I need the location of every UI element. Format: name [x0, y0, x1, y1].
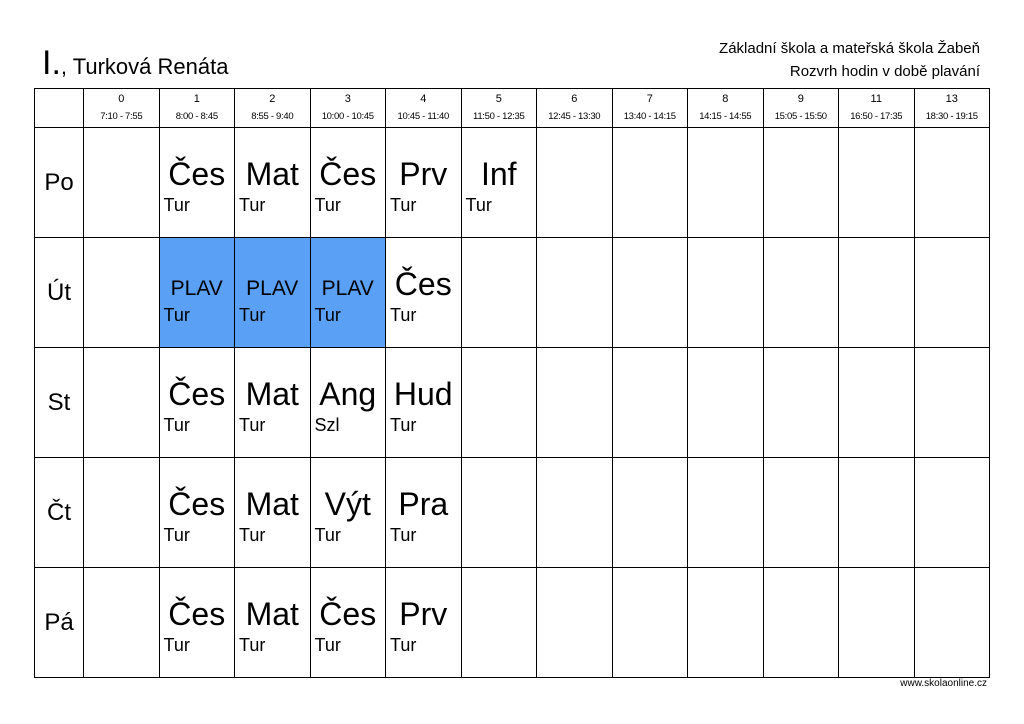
- empty-cell: [763, 568, 839, 678]
- class-name: I.: [42, 44, 61, 82]
- lesson-cell: [159, 348, 235, 458]
- lesson-subject: Hud: [393, 376, 453, 412]
- empty-cell: [461, 238, 537, 348]
- period-header-row: [35, 89, 990, 128]
- period-header: [461, 89, 537, 128]
- period-time: 12:45 - 13:30: [548, 111, 601, 122]
- empty-cell: [537, 348, 613, 458]
- day-row: [35, 238, 990, 348]
- timetable-subtitle: Rozvrh hodin v době plavání: [789, 63, 980, 80]
- day-label: Čt: [35, 458, 84, 568]
- lesson-teacher: Tur: [163, 415, 190, 435]
- class-title: [42, 46, 228, 80]
- day-label: Po: [35, 128, 84, 238]
- empty-cell: [839, 128, 915, 238]
- lesson-subject: Čes: [168, 486, 226, 522]
- lesson-teacher: Szl: [314, 415, 340, 435]
- period-number: 7: [646, 93, 653, 105]
- lesson-teacher: Tur: [314, 305, 341, 325]
- period-time: 18:30 - 19:15: [925, 111, 978, 122]
- period-time: 15:05 - 15:50: [774, 111, 827, 122]
- empty-cell: [84, 568, 160, 678]
- empty-cell: [84, 458, 160, 568]
- period-time: 7:10 - 7:55: [100, 111, 143, 122]
- day-row: [35, 348, 990, 458]
- lesson-subject: Čes: [168, 156, 226, 192]
- lesson-subject: Inf: [480, 156, 517, 192]
- lesson-cell: [235, 348, 311, 458]
- empty-cell: [612, 128, 688, 238]
- period-time: 11:50 - 12:35: [473, 111, 525, 122]
- lesson-subject: Čes: [319, 596, 377, 632]
- lesson-teacher: Tur: [390, 195, 417, 215]
- empty-cell: [763, 348, 839, 458]
- empty-cell: [688, 348, 764, 458]
- lesson-cell: [386, 128, 462, 238]
- lesson-subject: Čes: [394, 266, 452, 302]
- period-header: [386, 89, 462, 128]
- lesson-subject: Prv: [399, 156, 448, 192]
- empty-cell: [688, 238, 764, 348]
- period-time: 14:15 - 14:55: [699, 111, 752, 122]
- day-row: [35, 128, 990, 238]
- lesson-subject: Pra: [398, 486, 449, 522]
- period-header: [159, 89, 235, 128]
- period-time: 10:00 - 10:45: [321, 111, 374, 122]
- period-header: [84, 89, 160, 128]
- empty-cell: [914, 238, 990, 348]
- empty-cell: [763, 128, 839, 238]
- lesson-cell: [310, 128, 386, 238]
- lesson-teacher: Tur: [465, 195, 492, 215]
- day-label: Út: [35, 238, 84, 348]
- empty-cell: [537, 238, 613, 348]
- period-number: 3: [344, 93, 351, 105]
- lesson-cell: [386, 568, 462, 678]
- lesson-subject: Ang: [319, 376, 377, 412]
- lesson-teacher: Tur: [314, 195, 341, 215]
- lesson-subject: Mat: [245, 596, 299, 632]
- lesson-teacher: Tur: [314, 635, 341, 655]
- period-header: [235, 89, 311, 128]
- period-time: 10:45 - 11:40: [397, 111, 449, 122]
- empty-cell: [461, 348, 537, 458]
- period-number: 6: [571, 93, 578, 105]
- empty-cell: [537, 458, 613, 568]
- empty-cell: [688, 128, 764, 238]
- period-time: 8:00 - 8:45: [175, 111, 218, 122]
- lesson-subject: Čes: [168, 596, 226, 632]
- period-time: 13:40 - 14:15: [623, 111, 676, 122]
- empty-cell: [914, 568, 990, 678]
- empty-cell: [914, 458, 990, 568]
- lesson-teacher: Tur: [239, 195, 266, 215]
- day-label: Pá: [35, 568, 84, 678]
- lesson-teacher: Tur: [163, 525, 190, 545]
- period-header: [612, 89, 688, 128]
- lesson-cell: [386, 348, 462, 458]
- lesson-subject: PLAV: [246, 277, 299, 300]
- lesson-cell: [386, 238, 462, 348]
- lesson-cell: [310, 458, 386, 568]
- empty-cell: [461, 568, 537, 678]
- lesson-teacher: Tur: [239, 415, 266, 435]
- period-header: [688, 89, 764, 128]
- empty-cell: [839, 348, 915, 458]
- empty-cell: [688, 568, 764, 678]
- empty-cell: [612, 238, 688, 348]
- lesson-teacher: Tur: [163, 195, 190, 215]
- period-number: 9: [797, 93, 804, 105]
- empty-cell: [763, 458, 839, 568]
- lesson-cell: [235, 238, 311, 348]
- lesson-teacher: Tur: [390, 635, 417, 655]
- empty-cell: [84, 348, 160, 458]
- lesson-cell: [310, 348, 386, 458]
- lesson-teacher: Tur: [239, 305, 266, 325]
- lesson-subject: Mat: [245, 486, 299, 522]
- period-number: 1: [193, 93, 200, 105]
- lesson-teacher: Tur: [239, 525, 266, 545]
- empty-cell: [84, 238, 160, 348]
- empty-cell: [461, 458, 537, 568]
- lesson-teacher: Tur: [239, 635, 266, 655]
- period-number: 2: [269, 93, 276, 105]
- empty-cell: [914, 128, 990, 238]
- period-header: [537, 89, 613, 128]
- school-name: Základní škola a mateřská škola Žabeň: [719, 40, 980, 57]
- lesson-cell: [310, 568, 386, 678]
- lesson-cell: [235, 458, 311, 568]
- period-number: 8: [722, 93, 729, 105]
- day-row: [35, 458, 990, 568]
- lesson-cell: [235, 128, 311, 238]
- empty-cell: [537, 568, 613, 678]
- lesson-cell: [159, 568, 235, 678]
- timetable-body: [35, 128, 990, 678]
- lesson-cell: [461, 128, 537, 238]
- lesson-subject: Mat: [245, 376, 299, 412]
- period-number: 11: [870, 93, 882, 105]
- lesson-subject: Prv: [399, 596, 448, 632]
- lesson-teacher: Tur: [314, 525, 341, 545]
- lesson-subject: Mat: [245, 156, 299, 192]
- period-number: 13: [945, 93, 958, 105]
- empty-cell: [612, 458, 688, 568]
- period-header: [839, 89, 915, 128]
- period-header: [763, 89, 839, 128]
- lesson-subject: Čes: [168, 376, 226, 412]
- footer-website: www.skolaonline.cz: [900, 678, 987, 689]
- empty-cell: [839, 458, 915, 568]
- period-number: 5: [495, 93, 502, 105]
- period-time: 8:55 - 9:40: [251, 111, 294, 122]
- empty-cell: [914, 348, 990, 458]
- empty-cell: [537, 128, 613, 238]
- empty-cell: [839, 238, 915, 348]
- lesson-teacher: Tur: [163, 305, 190, 325]
- timetable: [34, 88, 990, 678]
- lesson-subject: PLAV: [170, 277, 223, 300]
- corner-cell: [35, 89, 84, 128]
- empty-cell: [763, 238, 839, 348]
- empty-cell: [688, 458, 764, 568]
- lesson-teacher: Tur: [390, 305, 417, 325]
- period-header: [310, 89, 386, 128]
- lesson-cell: [159, 458, 235, 568]
- empty-cell: [84, 128, 160, 238]
- lesson-teacher: Tur: [163, 635, 190, 655]
- empty-cell: [612, 568, 688, 678]
- lesson-cell: [235, 568, 311, 678]
- empty-cell: [839, 568, 915, 678]
- lesson-subject: PLAV: [321, 277, 374, 300]
- teacher-name: , Turková Renáta: [60, 54, 229, 79]
- lesson-cell: [310, 238, 386, 348]
- period-number: 0: [118, 93, 125, 105]
- day-row: [35, 568, 990, 678]
- empty-cell: [612, 348, 688, 458]
- period-number: 4: [420, 93, 427, 105]
- lesson-cell: [159, 128, 235, 238]
- day-label: St: [35, 348, 84, 458]
- lesson-subject: Výt: [324, 486, 371, 522]
- period-time: 16:50 - 17:35: [850, 111, 903, 122]
- lesson-cell: [159, 238, 235, 348]
- lesson-cell: [386, 458, 462, 568]
- lesson-teacher: Tur: [390, 525, 417, 545]
- period-header: [914, 89, 990, 128]
- lesson-subject: Čes: [319, 156, 377, 192]
- lesson-teacher: Tur: [390, 415, 417, 435]
